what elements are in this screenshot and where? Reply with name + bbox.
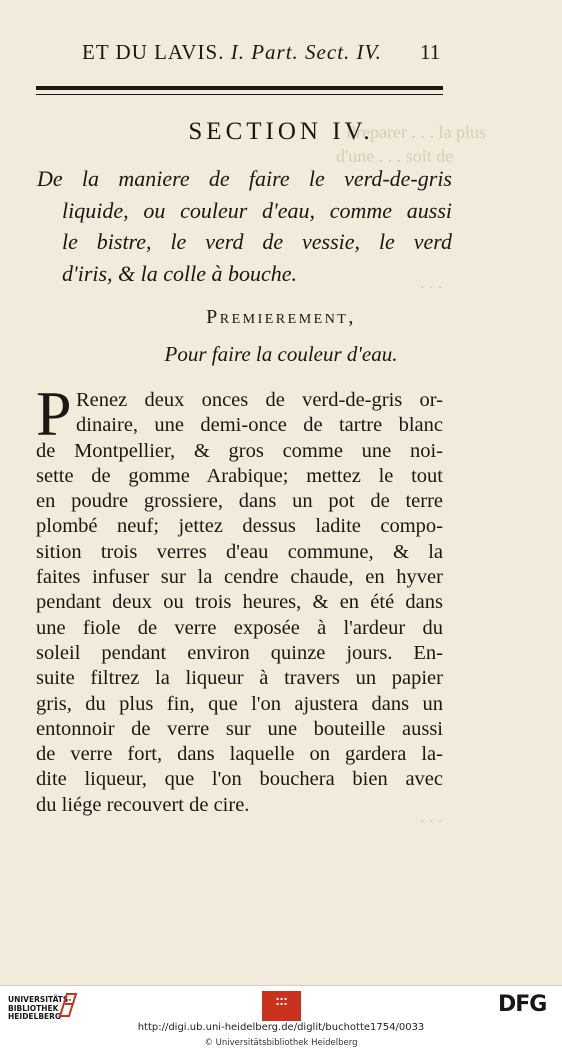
- section-title: SECTION IV.: [188, 118, 374, 145]
- page-number: 11: [420, 40, 441, 64]
- text-line: une fiole de verre exposée à l'ardeur du: [36, 616, 443, 639]
- text-line: sette de gomme Arabique; mettez le tout: [36, 464, 443, 487]
- text-line: entonnoir de verre sur une bouteille aussi: [36, 717, 443, 740]
- text-line: suite filtrez la liqueur à travers un papier: [36, 667, 443, 690]
- body-paragraph: [36, 388, 443, 818]
- running-head: [0, 40, 562, 70]
- viewer-footer: [0, 985, 562, 1054]
- running-head-title: ET DU LAVIS.: [82, 40, 225, 64]
- text-line: faites infuser sur la cendre chaude, en hyver: [36, 566, 443, 589]
- text-line: de Montpellier, & gros comme une noi-: [36, 439, 443, 462]
- subsection-heading: Premierement,: [206, 306, 356, 328]
- subtitle-line: liquide, ou couleur d'eau, comme aussi: [62, 197, 452, 223]
- text-line: du liége recouvert de cire.: [36, 793, 250, 816]
- red-badge-icon[interactable]: ▪ ▪ ▪ ▪ ▪ ▪: [262, 991, 301, 1021]
- show-through-text: Preparer . . . la plus: [346, 122, 486, 142]
- permalink[interactable]: http://digi.ub.uni-heidelberg.de/diglit/buchotte1754/0033: [137, 1022, 425, 1033]
- text-line: de verre fort, dans laquelle on gardera la-: [36, 743, 443, 766]
- copyright-notice: © Universitätsbibliothek Heidelberg: [204, 1038, 358, 1048]
- show-through-text: d'une . . . soit de: [336, 146, 454, 166]
- drop-cap: P: [36, 378, 72, 449]
- text-line: plombé neuf; jettez dessus ladite compo-: [36, 515, 443, 538]
- text-line: pendant deux ou trois heures, & en été dans: [36, 591, 443, 614]
- library-name: UNIVERSITÄTS- BIBLIOTHEK HEIDELBERG: [8, 995, 72, 1021]
- text-line: en poudre grossiere, dans un pot de terre: [36, 490, 443, 513]
- header-rule: [36, 86, 443, 90]
- header-rule-thin: [36, 94, 443, 95]
- subtitle-line: De la maniere de faire le verd-de-gris: [37, 166, 452, 191]
- text-line: gris, du plus fin, que l'on ajustera dans un: [36, 692, 443, 715]
- subtitle-line: d'iris, & la colle à bouche.: [62, 260, 298, 286]
- text-line: dinaire, une demi-once de tartre blanc: [76, 414, 443, 437]
- text-line: Renez deux onces de verd-de-gris or-: [76, 389, 443, 411]
- text-line: soleil pendant environ quinze jours. En-: [36, 641, 443, 664]
- dfg-logo: DFG: [498, 992, 547, 1017]
- show-through-text: . . .: [420, 806, 443, 826]
- running-head-part: I. Part. Sect. IV.: [230, 40, 382, 64]
- section-subtitle: [37, 163, 452, 289]
- library-emblem-icon: [57, 990, 79, 1018]
- show-through-text: . . .: [420, 272, 443, 292]
- subtitle-line: le bistre, le verd de vessie, le verd: [62, 229, 452, 254]
- text-line: dite liqueur, que l'on bouchera bien avec: [36, 768, 443, 791]
- subsection-subheading: Pour faire la couleur d'eau.: [164, 342, 398, 366]
- text-line: sition trois verres d'eau commune, & la: [36, 540, 443, 563]
